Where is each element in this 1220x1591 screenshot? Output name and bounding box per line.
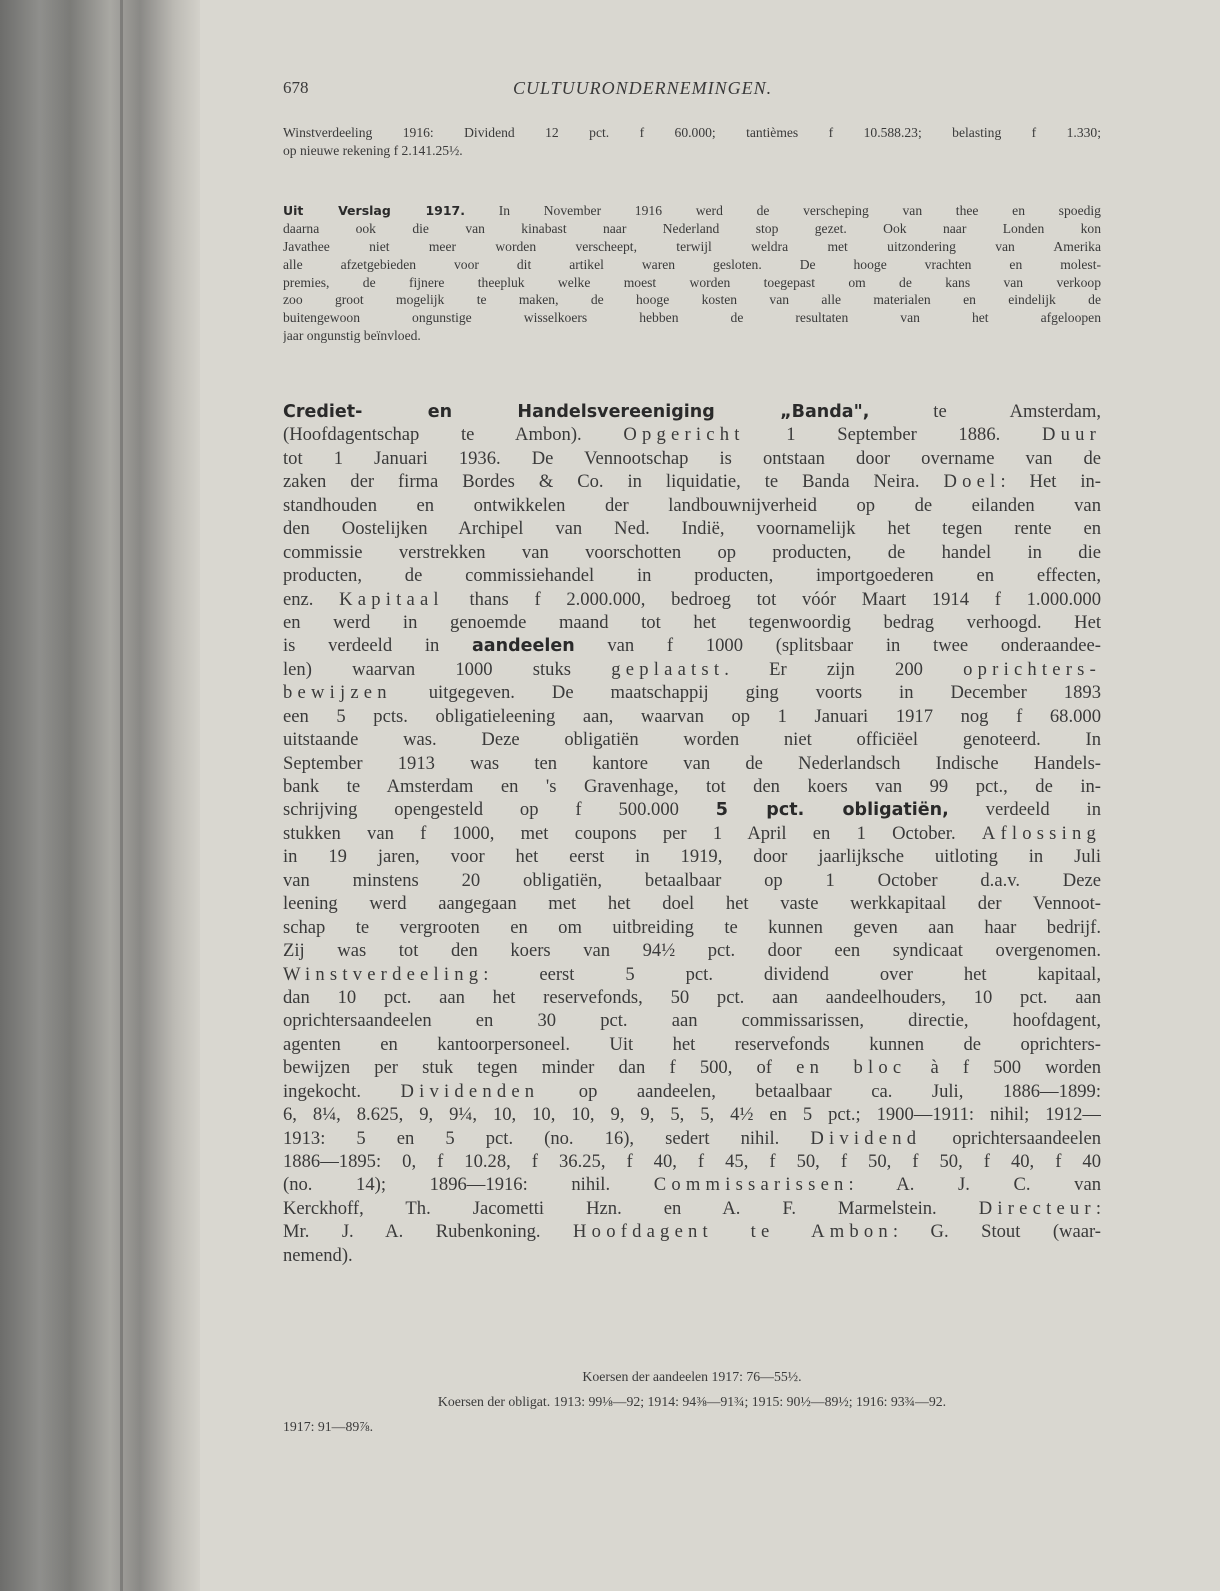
bold-heading-text: 5 pct. obligatiën, xyxy=(715,800,949,821)
text-line xyxy=(283,274,1101,292)
banda-entry-paragraph xyxy=(283,400,1101,1267)
text-line xyxy=(283,564,1101,587)
body-text: ingekocht. xyxy=(283,1080,401,1102)
body-text: 1886—1895: 0, f 10.28, f 36.25, f 40, f 45, f 50, f 50, f 50, f 40, f 40 xyxy=(283,1151,1101,1172)
body-text: : A. J. C. van xyxy=(848,1174,1101,1196)
text-line xyxy=(283,1364,1101,1389)
body-text: commissie verstrekken van voorschotten op producten, de handel in die xyxy=(283,541,1101,563)
text-line xyxy=(283,327,1101,345)
text-line xyxy=(283,1197,1101,1220)
spaced-keyword-text: Commissarissen xyxy=(653,1174,849,1196)
spaced-keyword-text: Doel xyxy=(943,471,1001,493)
text-line xyxy=(283,658,1101,681)
body-text: leening werd aangegaan met het doel het vaste werkkapitaal der Vennoot- xyxy=(283,893,1101,915)
body-text: enz. xyxy=(283,588,340,610)
body-text: verdeeld in xyxy=(948,799,1101,821)
text-line xyxy=(283,728,1101,751)
text-line xyxy=(283,541,1101,564)
text-line xyxy=(283,1080,1101,1103)
body-text: jaar ongunstig beïnvloed. xyxy=(283,328,421,344)
text-line xyxy=(283,681,1101,704)
text-line xyxy=(283,611,1101,634)
body-text: te Amsterdam, xyxy=(869,401,1101,422)
body-text: Koersen der aandeelen 1917: 76—55½. xyxy=(582,1369,802,1384)
body-text: 1913: 5 en 5 pct. (no. 16), sedert nihil. xyxy=(283,1127,811,1149)
text-line xyxy=(283,1220,1101,1243)
body-text: agenten en kantoorpersoneel. Uit het reservefonds kunnen de oprichters- xyxy=(283,1033,1101,1055)
body-text: schap te vergrooten en om uitbreiding te kunnen geven aan haar bedrijf. xyxy=(283,916,1101,938)
body-text: van f 1000 (splitsbaar in twee onderaandee- xyxy=(574,635,1101,657)
text-line xyxy=(283,1244,1101,1267)
body-text: à f 500 worden xyxy=(906,1057,1101,1079)
body-text: tot 1 Januari 1936. De Vennootschap is ontstaan door overname van de xyxy=(283,447,1101,469)
body-text: premies, de fijnere theepluk welke moest worden toegepast om de kans van verkoop xyxy=(283,274,1101,290)
body-text: op aandeelen, betaalbaar ca. Juli, 1886—1899: xyxy=(539,1080,1101,1102)
body-text: den Oostelijken Archipel van Ned. Indië, voornamelijk het tegen rente en xyxy=(283,518,1101,540)
text-line xyxy=(283,963,1101,986)
bold-heading-text: Crediet- en Handelsvereeniging „Banda", xyxy=(283,402,870,422)
text-line xyxy=(283,1103,1101,1126)
body-text: bank te Amsterdam en 's Gravenhage, tot den koers van 99 pct., de in- xyxy=(283,776,1101,797)
body-text: : xyxy=(1095,1197,1101,1219)
text-line xyxy=(283,869,1101,892)
body-text: Zij was tot den koers van 94½ pct. door een syndicaat overgenomen. xyxy=(283,940,1101,962)
book-binding-gutter xyxy=(0,0,200,1591)
spaced-keyword-text: Directeur xyxy=(978,1197,1096,1219)
body-text: van minstens 20 obligatiën, betaalbaar op 1 October d.a.v. Deze xyxy=(283,869,1101,891)
body-text: bewijzen per stuk tegen minder dan f 500, of xyxy=(283,1057,797,1079)
text-line xyxy=(283,916,1101,939)
body-text: 1917: 91—89⅞. xyxy=(283,1419,374,1434)
text-line xyxy=(283,845,1101,868)
text-line xyxy=(283,822,1101,845)
body-text: daarna ook die van kinabast naar Nederland stop gezet. Ook naar Londen kon xyxy=(283,220,1101,236)
body-text: Kerckhoff, Th. Jacometti Hzn. en A. F. Marmelstein. xyxy=(283,1197,979,1219)
text-line xyxy=(283,470,1101,493)
body-text: alle afzetgebieden voor dit artikel waren gesloten. De hooge vrachten en molest- xyxy=(283,256,1101,272)
body-text: (Hoofdagentschap te Ambon). xyxy=(283,424,624,446)
body-text: : Het in- xyxy=(1000,471,1101,493)
body-text: stukken van f 1000, met coupons per 1 April en 1 October. xyxy=(283,822,982,844)
page-header xyxy=(283,78,1103,102)
text-line xyxy=(283,309,1101,327)
body-text: uitstaande was. Deze obligatiën worden niet officiëel genoteerd. In xyxy=(283,729,1101,751)
page-number: 678 xyxy=(283,78,309,97)
body-text: Mr. J. A. Rubenkoning. xyxy=(283,1221,574,1243)
text-line xyxy=(283,798,1101,821)
text-line xyxy=(283,517,1101,540)
body-text: thans f 2.000.000, bedroeg tot vóór Maart 1914 f 1.000.000 xyxy=(443,588,1101,610)
text-line xyxy=(283,892,1101,915)
koersen-section xyxy=(283,1364,1101,1439)
verslag-1917-paragraph xyxy=(283,202,1101,345)
text-line xyxy=(283,1127,1101,1150)
spaced-keyword-text: Hoofdagent te Ambon xyxy=(573,1221,893,1243)
body-text: en werd in genoemde maand tot het tegenwoordig bedrag verhoogd. Het xyxy=(283,611,1101,633)
text-line xyxy=(283,256,1101,274)
spaced-keyword-text: Dividend xyxy=(810,1127,922,1149)
text-line xyxy=(283,1033,1101,1056)
text-line xyxy=(283,1150,1101,1173)
body-text: (no. 14); 1896—1916: nihil. xyxy=(283,1174,654,1196)
spaced-keyword-text: Winstverdeeling xyxy=(283,963,484,985)
body-text: Koersen der obligat. 1913: 99⅛—92; 1914: 94⅜—91¾; 1915: 90½—89½; 1916: 93¾—92. xyxy=(437,1394,947,1409)
body-text: nemend). xyxy=(283,1244,353,1266)
body-text: is verdeeld in xyxy=(283,635,472,657)
text-line xyxy=(283,124,1101,142)
text-line xyxy=(283,705,1101,728)
text-line xyxy=(283,1173,1101,1196)
spaced-keyword-text: Opgericht xyxy=(623,424,745,446)
text-line xyxy=(283,634,1101,657)
body-text: In November 1916 werd de verscheping van thee en spoedig xyxy=(465,203,1101,218)
spaced-keyword-text: en bloc xyxy=(796,1057,907,1079)
text-line xyxy=(283,588,1101,611)
text-line xyxy=(283,752,1101,775)
winstverdeeling-1916-paragraph xyxy=(283,124,1101,160)
text-line xyxy=(283,423,1101,446)
body-text: September 1913 was ten kantore van de Nederlandsch Indische Handels- xyxy=(283,752,1101,774)
body-text: . Er zijn 200 xyxy=(724,658,964,680)
body-text: uitgegeven. De maatschappij ging voorts in December 1893 xyxy=(391,682,1101,704)
body-text: len) waarvan 1000 stuks xyxy=(283,658,612,680)
body-text: 6, 8¼, 8.625, 9, 9¼, 10, 10, 10, 9, 9, 5, 5, 4½ en 5 pct.; 1900—1911: nihil; 1912— xyxy=(283,1104,1101,1126)
spaced-keyword-text: Dividenden xyxy=(400,1080,540,1102)
running-title: CULTUURONDERNEMINGEN. xyxy=(513,78,773,98)
body-text: 1 September 1886. xyxy=(744,424,1042,446)
text-line xyxy=(283,238,1101,256)
body-text: : G. Stout (waar- xyxy=(892,1221,1101,1243)
spaced-keyword-text: geplaatst xyxy=(611,658,725,680)
text-line xyxy=(283,291,1101,309)
bold-heading-text: aandeelen xyxy=(472,636,575,657)
text-line xyxy=(283,220,1101,238)
text-line xyxy=(283,400,1101,423)
text-line xyxy=(283,202,1101,220)
text-line xyxy=(283,1389,1101,1414)
bold-heading-text: Uit Verslag 1917. xyxy=(283,203,465,218)
text-line xyxy=(283,775,1101,798)
body-text: zaken der firma Bordes & Co. in liquidatie, te Banda Neira. xyxy=(283,471,944,493)
body-text: dan 10 pct. aan het reservefonds, 50 pct. aan aandeelhouders, 10 pct. aan xyxy=(283,986,1101,1008)
body-text: op nieuwe rekening f 2.141.25½. xyxy=(283,142,463,158)
text-line xyxy=(283,939,1101,962)
body-text: Javathee niet meer worden verscheept, terwijl weldra met uitzondering van Amerika xyxy=(283,238,1101,254)
text-line xyxy=(283,1414,1101,1439)
body-text: standhouden en ontwikkelen der landbouwnijverheid op de eilanden van xyxy=(283,494,1101,516)
spaced-keyword-text: oprichters- xyxy=(963,658,1101,680)
text-line xyxy=(283,494,1101,517)
text-line xyxy=(283,986,1101,1009)
body-text: : eerst 5 pct. dividend over het kapitaal, xyxy=(483,963,1101,985)
body-text: zoo groot mogelijk te maken, de hooge kosten van alle materialen en eindelijk de xyxy=(283,292,1101,308)
body-text: een 5 pcts. obligatieleening aan, waarvan op 1 Januari 1917 nog f 68.000 xyxy=(283,705,1101,727)
spaced-keyword-text: Aflossing xyxy=(981,822,1101,844)
spaced-keyword-text: Kapitaal xyxy=(339,588,444,610)
body-text: schrijving opengesteld op f 500.000 xyxy=(283,799,716,821)
body-text: buitengewoon ongunstige wisselkoers hebben de resultaten van het afgeloopen xyxy=(283,310,1101,326)
body-text: producten, de commissiehandel in producten, importgoederen en effecten, xyxy=(283,565,1101,587)
spaced-keyword-text: bewijzen xyxy=(283,682,392,704)
text-line xyxy=(283,1056,1101,1079)
body-text: oprichtersaandeelen xyxy=(921,1127,1101,1149)
body-text: Winstverdeeling 1916: Dividend 12 pct. f 60.000; tantièmes f 10.588.23; belasting f 1.330; xyxy=(283,125,1101,140)
body-text: in 19 jaren, voor het eerst in 1919, door jaarlijksche uitloting in Juli xyxy=(283,846,1101,868)
body-text: oprichtersaandeelen en 30 pct. aan commissarissen, directie, hoofdagent, xyxy=(283,1010,1101,1032)
text-line xyxy=(283,447,1101,470)
text-line xyxy=(283,142,1101,160)
spaced-keyword-text: Duur xyxy=(1041,424,1101,446)
text-line xyxy=(283,1009,1101,1032)
